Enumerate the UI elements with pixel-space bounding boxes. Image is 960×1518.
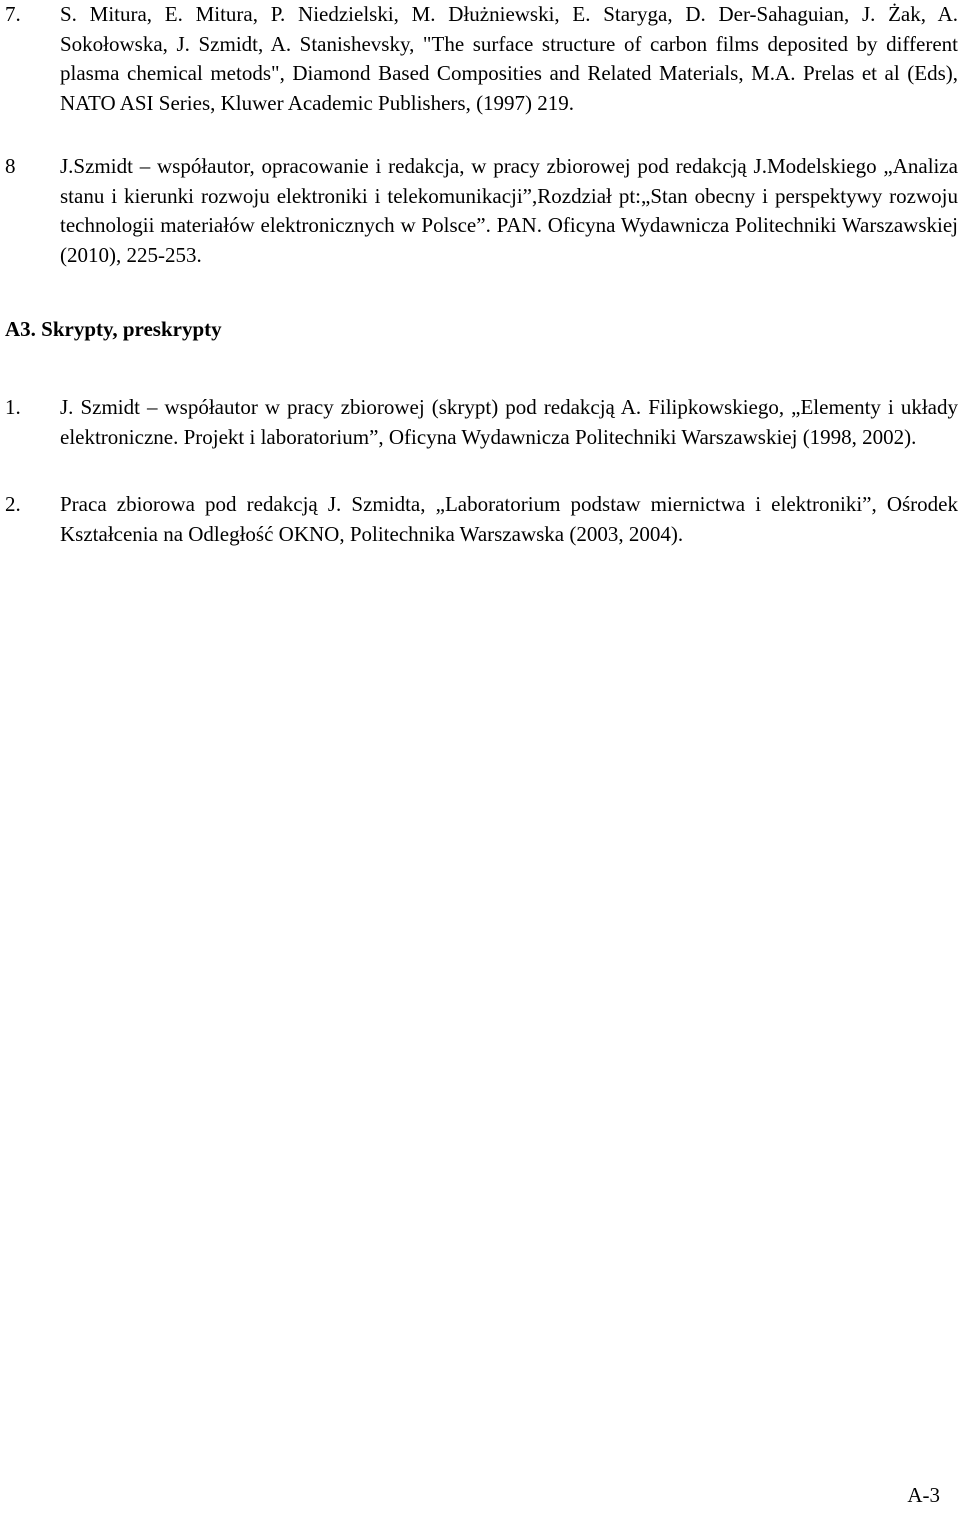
- script-text: J. Szmidt – współautor w pracy zbiorowej (skrypt) pod redakcją A. Filipkowskiego, „Elementy i układy elektroniczne. Projekt i laboratorium”, Oficyna Wydawnicza Politechniki Warszawskiej (1998, 2002).: [60, 395, 958, 449]
- script-text: Praca zbiorowa pod redakcją J. Szmidta, „Laboratorium podstaw miernictwa i elektroniki”, Ośrodek Kształcenia na Odległość OKNO, Politechnika Warszawska (2003, 2004).: [60, 492, 958, 546]
- page-number: A-3: [907, 1483, 940, 1507]
- reference-text: J.Szmidt – współautor, opracowanie i redakcja, w pracy zbiorowej pod redakcją J.Modelskiego „Analiza stanu i kierunki rozwoju elektroniki i telekomunikacji”,Rozdział pt:„Stan obecny i perspektywy rozwoju technologii materiałów elektronicznych w Polsce”. PAN. Oficyna Wydawnicza Politechniki Warszawskiej (2010), 225-253.: [60, 154, 958, 267]
- script-number: 2.: [5, 492, 21, 516]
- reference-text: S. Mitura, E. Mitura, P. Niedzielski, M. Dłużniewski, E. Staryga, D. Der-Sahaguian, J. Żak, A. Sokołowska, J. Szmidt, A. Stanishevsky, "The surface structure of carbon films deposited by different plasma chemical metods", Diamond Based Composities and Related Materials, M.A. Prelas et al (Eds), NATO ASI Series, Kluwer Academic Publishers, (1997) 219.: [60, 2, 958, 115]
- section-heading: A3. Skrypty, preskrypty: [5, 317, 222, 341]
- reference-number: 7.: [5, 2, 21, 26]
- script-number: 1.: [5, 395, 21, 419]
- reference-number: 8: [5, 154, 16, 178]
